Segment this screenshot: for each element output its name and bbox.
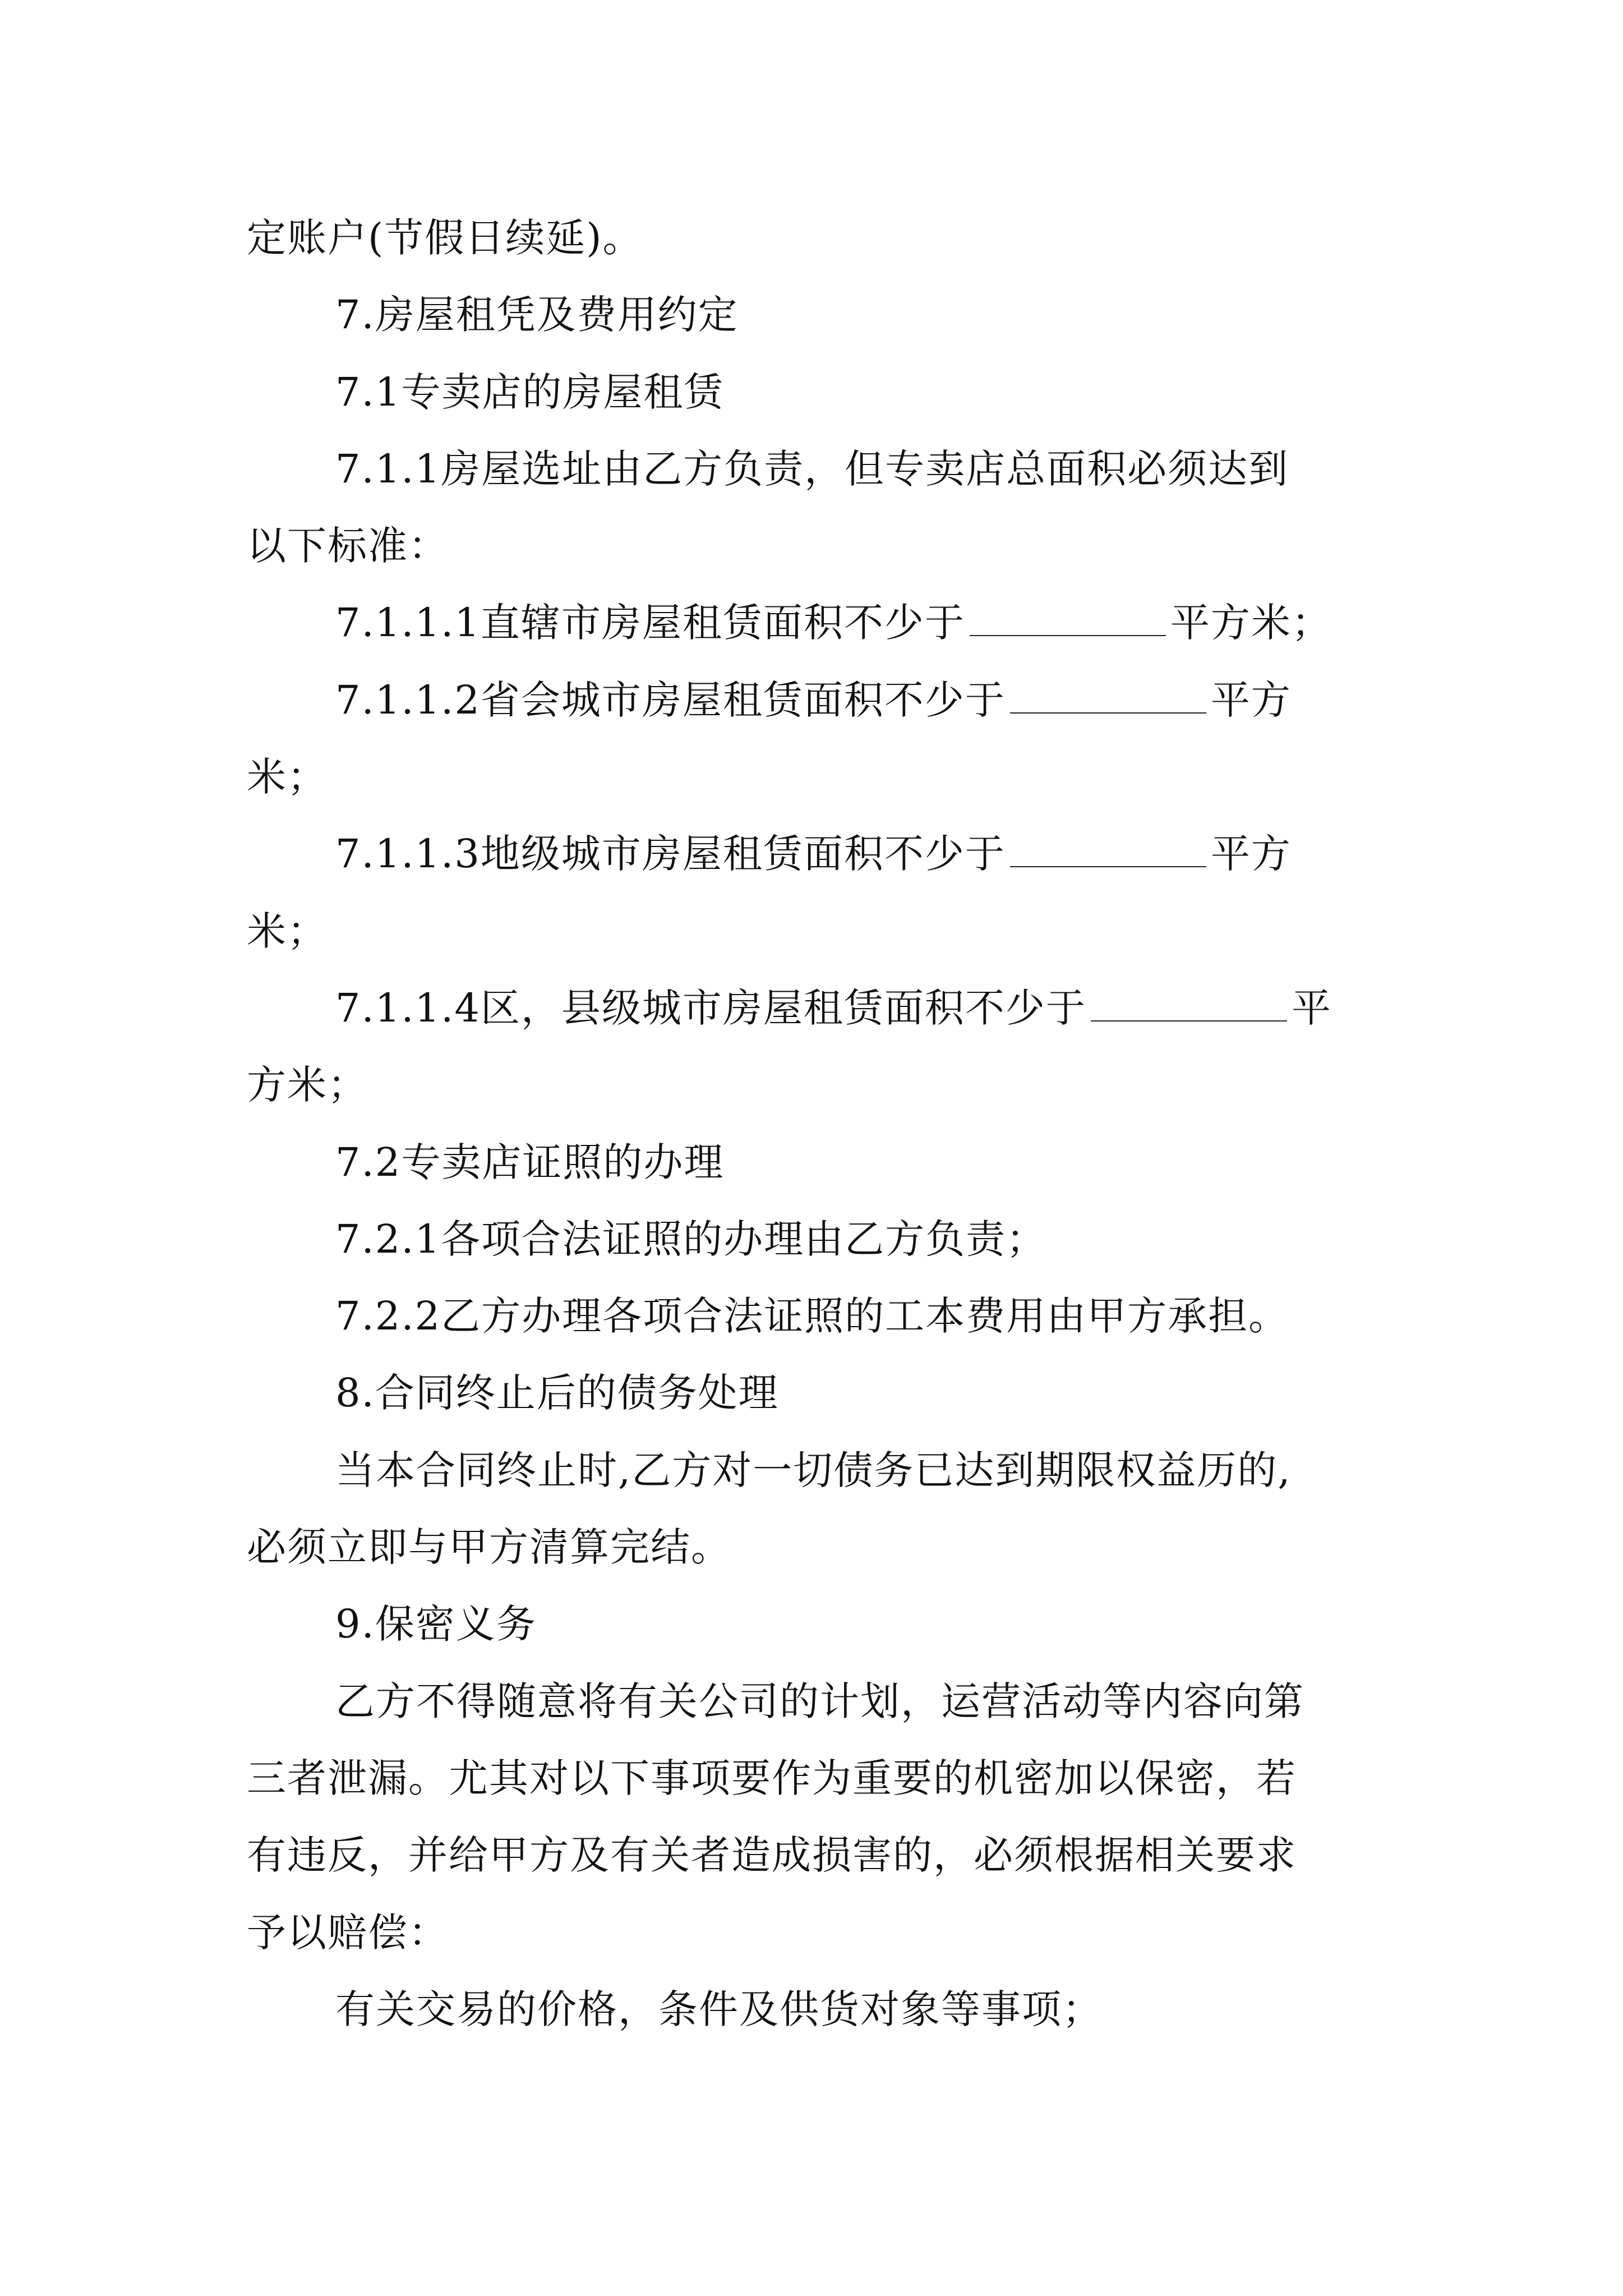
clause-text: 7.1.1.1直辖市房屋租赁面积不少于 (335, 600, 965, 646)
subsection-heading-7-1: 7.1专卖店的房屋租赁 (335, 369, 725, 415)
paragraph-line: 予以赔偿： (247, 1909, 449, 1955)
paragraph-line: 定账户(节假日续延)。 (247, 215, 643, 261)
paragraph-line: 必须立即与甲方清算完结。 (247, 1524, 731, 1571)
fill-in-blank[interactable] (1010, 673, 1206, 714)
clause-7-1-1-2 (247, 663, 1391, 740)
subsection-heading-7-2: 7.2专卖店证照的办理 (335, 1139, 725, 1185)
clause-text: 7.1.1.3地级城市房屋租赁面积不少于 (335, 831, 1006, 877)
clause-7-2-1: 7.2.1各项合法证照的办理由乙方负责； (335, 1216, 1047, 1262)
clause-text: 7.1.1.2省会城市房屋租赁面积不少于 (335, 677, 1006, 723)
section-heading-8: 8.合同终止后的债务处理 (335, 1370, 779, 1416)
paragraph-line: 方米； (247, 1062, 368, 1108)
document-body (247, 201, 1391, 2049)
section-heading-9: 9.保密义务 (335, 1601, 537, 1648)
section-heading-7: 7.房屋租凭及费用约定 (335, 292, 739, 338)
clause-text: 7.1.1.4区，县级城市房屋租赁面积不少于 (335, 984, 1086, 1031)
paragraph-line: 7.1.1房屋选址由乙方负责，但专卖店总面积必须达到 (335, 445, 1289, 492)
paragraph-line: 乙方不得随意将有关公司的计划，运营活动等内容向第 (335, 1678, 1304, 1724)
clause-unit: 平方 (1210, 831, 1292, 877)
fill-in-blank[interactable] (1091, 981, 1287, 1022)
clause-7-2-2: 7.2.2乙方办理各项合法证照的工本费用由甲方承担。 (335, 1293, 1289, 1340)
clause-7-1-1-3 (247, 817, 1391, 894)
paragraph-line: 有违反，并给甲方及有关者造成损害的，必须根据相关要求 (247, 1832, 1297, 1879)
paragraph-line: 米； (247, 908, 328, 954)
clause-7-1-1-4 (247, 971, 1391, 1048)
clause-unit: 平方 (1210, 677, 1292, 723)
paragraph-line: 当本合同终止时,乙方对一切债务已达到期限权益历的, (335, 1447, 1292, 1493)
paragraph-line: 三者泄漏。尤其对以下事项要作为重要的机密加以保密，若 (247, 1755, 1297, 1801)
fill-in-blank[interactable] (970, 596, 1166, 636)
paragraph-line: 以下标准： (247, 523, 449, 569)
fill-in-blank[interactable] (1010, 827, 1206, 867)
paragraph-line: 有关交易的价格，条件及供货对象等事项； (335, 1986, 1103, 2032)
clause-unit: 平方米； (1170, 600, 1332, 646)
paragraph-line: 米； (247, 754, 328, 800)
clause-7-1-1-1 (247, 586, 1391, 662)
clause-unit: 平 (1291, 984, 1332, 1031)
